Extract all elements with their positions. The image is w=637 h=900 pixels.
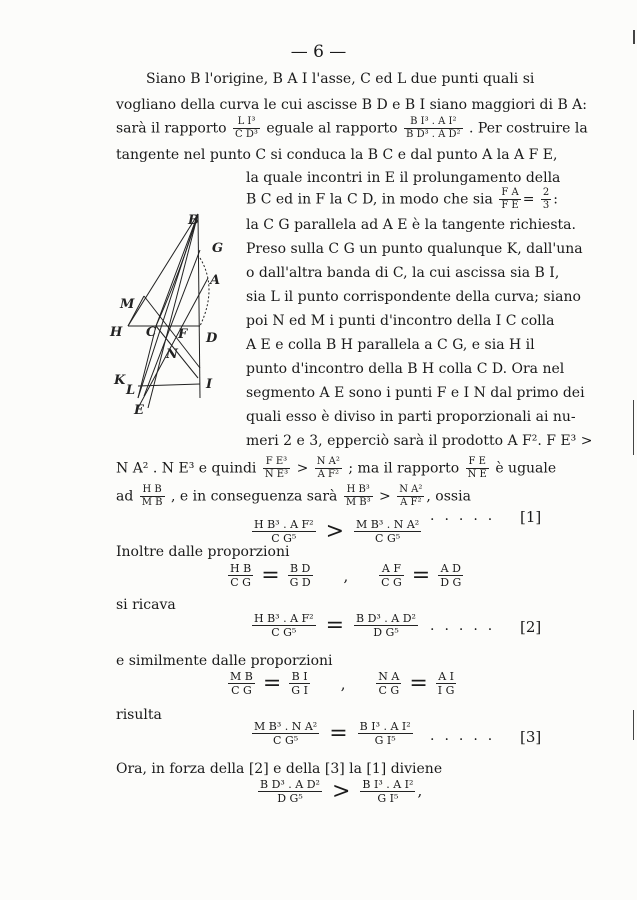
text-line: A E e colla B H parallela a C G, e sia H il [246, 337, 535, 353]
text-line: la quale incontri in E il prolungamento della [246, 170, 561, 186]
page-number: — 6 — [290, 42, 347, 62]
scan-edge-mark [633, 710, 634, 740]
fraction: $\frac{\text{L I³}}{\text{C D³}}$ [235, 116, 258, 140]
leader-dots: ..... [430, 508, 503, 524]
equation-4: $\frac{\text{B D³ . A D²}}{\text{D G⁵}}$ > $\frac{\text{B I³ . A I²}}{\text{G I⁵}}$ , [260, 778, 423, 805]
label-K: K [114, 373, 126, 388]
fraction: $\frac{\text{B I³ . A I²}}{\text{B D³ . A D²}}$ [406, 116, 461, 140]
scan-edge-mark [633, 400, 634, 455]
equation-1: $\frac{\text{H B³ . A F²}}{\text{C G⁵}}$ > $\frac{\text{M B³ . N A²}}{\text{C G⁵}}$ [254, 518, 420, 545]
fraction: $\frac{\text{H B³}}{\text{M B³}}$ [345, 484, 371, 508]
text-line: segmento A E sono i punti F e I N dal primo dei [246, 385, 585, 401]
text-line: e similmente dalle proporzioni [116, 653, 333, 669]
text-line: punto d'incontro della B H colla C D. Ora nel [246, 361, 565, 377]
text-line: meri 2 e 3, epperciò sarà il prodotto A F². F E³ > [246, 433, 593, 449]
fraction: $\frac{\text{N A²}}{\text{A F²}}$ [316, 456, 340, 480]
label-H: H [110, 325, 123, 340]
text-line: la C G parallela ad A E è la tangente richiesta. [246, 217, 576, 233]
text-line: Siano B l'origine, B A I l'asse, C ed L due punti quali si [146, 71, 535, 87]
fraction: $\frac{2}{3}$ [542, 187, 550, 211]
equation-3: $\frac{\text{M B³ . N A²}}{\text{C G⁵}}$ = $\frac{\text{B I³ . A I²}}{\text{G I⁵}}$ [254, 720, 411, 747]
geometric-figure [108, 208, 242, 420]
fraction: $\frac{\text{H B}}{\text{M B}}$ [141, 484, 163, 508]
axis-line [198, 214, 200, 398]
text-line: Ora, in forza della [2] e della [3] la [1] diviene [116, 761, 443, 777]
fraction: $\frac{\text{F E}}{\text{N E}}$ [467, 456, 487, 480]
label-M: M [120, 297, 135, 312]
text-line: Preso sulla C G un punto qualunque K, dall'una [246, 241, 583, 257]
text-line-with-fractions: ad $\frac{\text{H B}}{\text{M B}}$ , e in conseguenza sarà $\frac{\text{H B³}}{\text{M B³}}$ > $\frac{\text{N A²}}{\text{A F²}}$ , ossia [116, 484, 471, 508]
proportions-1: $\frac{\text{H B}}{\text{C G}}$ = $\frac{\text{B D}}{\text{G D}}$ , $\frac{\text{A F}}{\text{C G}}$ = $\frac{\text{A D}}{\text{D G}}$ [230, 562, 462, 589]
fraction: $\frac{\text{N A²}}{\text{A F²}}$ [399, 484, 423, 508]
fraction: $\frac{\text{F E³}}{\text{N E³}}$ [264, 456, 289, 480]
label-C: C [146, 325, 157, 340]
text-line: vogliano della curva le cui ascisse B D e B I siano maggiori di B A: [116, 97, 588, 113]
label-D: D [206, 331, 218, 346]
equation-tag: [3] [520, 728, 542, 746]
leader-dots: ..... [430, 618, 503, 634]
text-line: sia L il punto corrispondente della curva; siano [246, 289, 581, 305]
text-line-with-fractions: N A² . N E³ e quindi $\frac{\text{F E³}}{\text{N E³}}$ > $\frac{\text{N A²}}{\text{A F²}}$ ; ma il rapporto $\frac{\text{F E}}{\text{N E}}$ è uguale [116, 456, 557, 480]
label-B: B [188, 213, 199, 228]
label-N: N [166, 347, 178, 362]
label-A: A [210, 273, 221, 288]
text-line: poi N ed M i punti d'incontro della I C colla [246, 313, 555, 329]
text-line: risulta [116, 707, 162, 723]
label-F: F [178, 327, 188, 342]
text-line: si ricava [116, 597, 176, 613]
scan-edge-mark [633, 30, 635, 44]
equation-2: $\frac{\text{H B³ . A F²}}{\text{C G⁵}}$ = $\frac{\text{B D³ . A D²}}{\text{D G⁵}}$ [254, 612, 416, 639]
text-line: tangente nel punto C si conduca la B C e dal punto A la A F E, [116, 147, 558, 163]
proportions-2: $\frac{\text{M B}}{\text{C G}}$ = $\frac{\text{B I}}{\text{G I}}$ , $\frac{\text{N A}}{\text{C G}}$ = $\frac{\text{A I}}{\text{I G}}$ [230, 670, 455, 697]
text-line: o dall'altra banda di C, la cui ascissa sia B I, [246, 265, 560, 281]
text-line: quali esso è diviso in parti proporzionali ai nu- [246, 409, 576, 425]
equation-tag: [1] [520, 508, 542, 526]
label-G: G [212, 241, 224, 256]
text-line: Inoltre dalle proporzioni [116, 544, 290, 560]
text-line-with-fractions: sarà il rapporto $\frac{\text{L I³}}{\text{C D³}}$ eguale al rapporto $\frac{\text{B I³ . A I²}}{\text{B D³ . A D²}}$ . Per costruire la [116, 116, 588, 140]
label-E: E [134, 403, 144, 418]
label-L: L [126, 383, 136, 398]
leader-dots: ..... [430, 728, 503, 744]
text-line-with-fractions: B C ed in F la C D, in modo che sia $\frac{\text{F A}}{\text{F E}}$ = $\frac{2}{3}$ : [246, 187, 559, 211]
fraction: $\frac{\text{F A}}{\text{F E}}$ [501, 187, 519, 211]
equation-tag: [2] [520, 618, 542, 636]
label-I: I [206, 377, 213, 392]
